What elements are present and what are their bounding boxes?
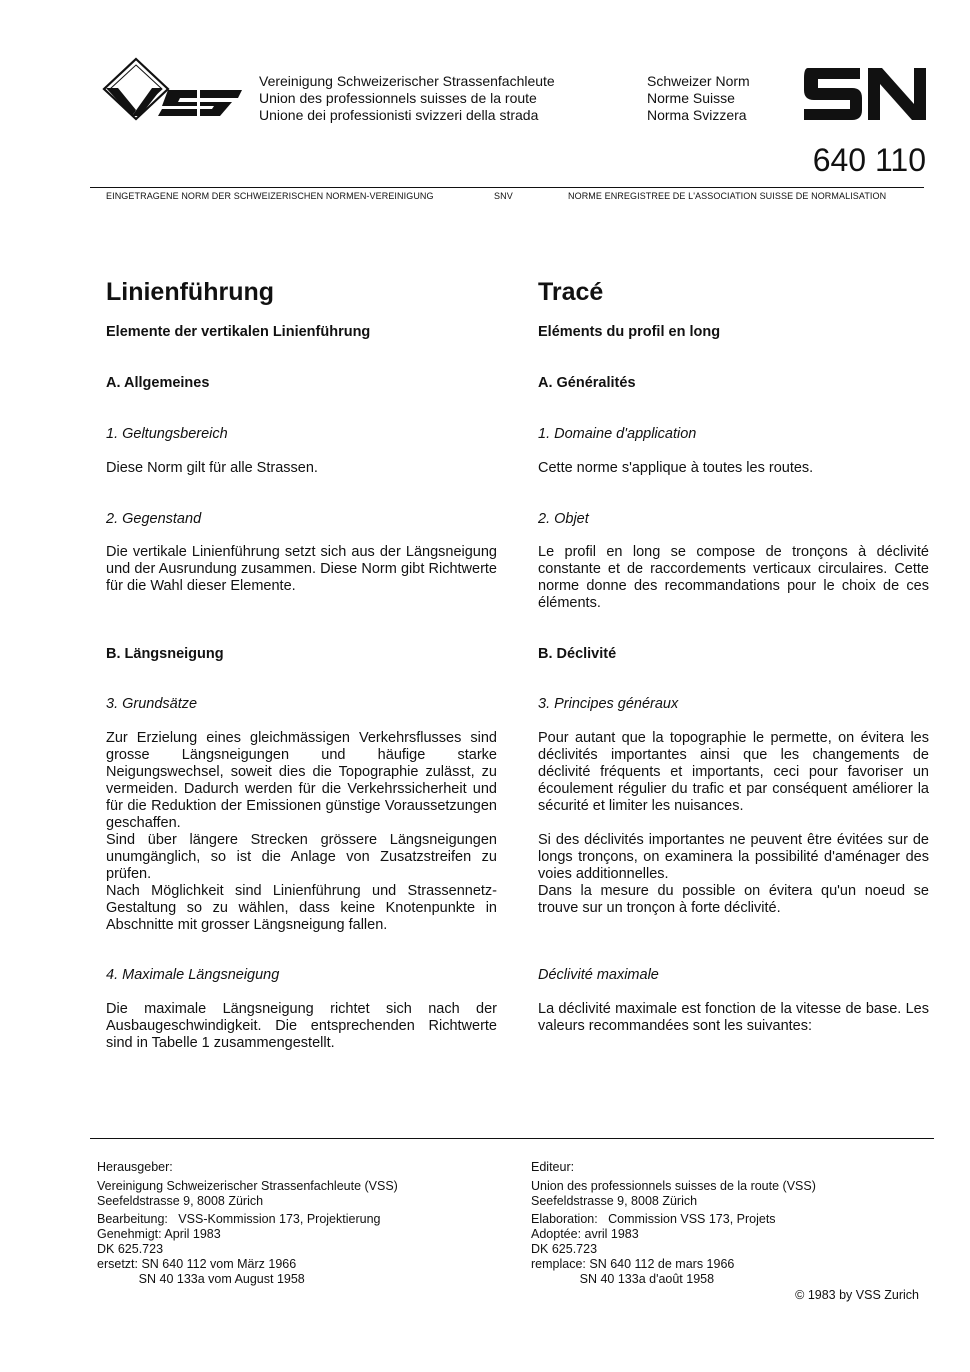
- heading-1-de: 1. Geltungsbereich: [106, 426, 228, 442]
- subtitle-fr: Eléments du profil en long: [538, 324, 721, 340]
- subtitle-de: Elemente der vertikalen Linienführung: [106, 324, 371, 340]
- paragraph-1-fr-text: Cette norme s'applique à toutes les routes.: [538, 460, 814, 476]
- heading-1-fr: 1. Domaine d'application: [538, 426, 697, 442]
- footer-editing-fr: Elaboration: Commission VSS 173, Projets: [531, 1212, 776, 1226]
- footer-dk-fr: DK 625.723: [531, 1242, 598, 1256]
- section-a-heading-de: A. Allgemeines: [106, 375, 210, 391]
- header-rule: [90, 187, 924, 188]
- section-a-heading-fr: A. Généralités: [538, 375, 636, 391]
- paragraph-3c-fr: Dans la mesure du possible on évitera qu'un noeud se trouve sur un tronçon à forte déclivité.: [538, 883, 929, 916]
- footer-approved-fr: Adoptée: avril 1983: [531, 1227, 639, 1241]
- paragraph-2-de: [106, 544, 497, 595]
- norm-label-fr: Norme Suisse: [647, 90, 735, 106]
- paragraph-1-fr: [538, 460, 929, 477]
- title-de: Linienführung: [106, 278, 275, 306]
- heading-4-fr: Déclivité maximale: [538, 967, 659, 983]
- sn-logo: [804, 68, 926, 120]
- paragraph-3b-fr: Si des déclivités importantes ne peuvent être évitées sur de longs tronçons, on examinera la possibilité d'aménager des voies additionnelles.: [538, 832, 929, 882]
- paragraph-2-fr-text: Le profil en long se compose de tronçons à déclivité constante et de raccordements verticaux circulaires. Cette norme donne des recommandations pour le choix de ces éléments.: [538, 544, 929, 611]
- paragraph-3a-fr: Pour autant que la topographie le permette, on évitera les déclivités importantes ainsi que les changements de déclivité fréquents et importants, ceci pour favoriser un écoulement régulier du trafic et par conséquent améliorer la sécurité et limiter les nuisances.: [538, 730, 929, 814]
- copyright: © 1983 by VSS Zurich: [795, 1288, 919, 1302]
- paragraph-2-fr: [538, 544, 929, 612]
- org-name-de: Vereinigung Schweizerischer Strassenfachleute: [259, 73, 555, 89]
- footer-replaces-2-fr: SN 40 133a d'août 1958: [531, 1272, 715, 1286]
- footer-dk-de: DK 625.723: [97, 1242, 164, 1256]
- footer-approved-de: Genehmigt: April 1983: [97, 1227, 221, 1241]
- footer-fr: [531, 1160, 816, 1287]
- footer-replaces-de: ersetzt: SN 640 112 vom März 1966: [97, 1257, 297, 1271]
- section-b-heading-fr: B. Déclivité: [538, 646, 617, 662]
- paragraph-1-de: [106, 460, 497, 477]
- footer-address-de: Seefeldstrasse 9, 8008 Zürich: [97, 1194, 264, 1208]
- paragraph-4-fr-text: La déclivité maximale est fonction de la vitesse de base. Les valeurs recommandées sont les suivantes:: [538, 1001, 929, 1034]
- heading-3-fr: 3. Principes généraux: [538, 696, 679, 712]
- heading-2-fr: 2. Objet: [538, 511, 589, 527]
- footer-label-de: Herausgeber:: [97, 1160, 173, 1174]
- heading-3-de: 3. Grundsätze: [106, 696, 198, 712]
- org-name-it: Unione dei professionisti svizzeri della strada: [259, 107, 539, 123]
- footer-replaces-2-de: SN 40 133a vom August 1958: [97, 1272, 305, 1286]
- footer-de: [97, 1160, 398, 1287]
- footer-editing-de: Bearbeitung: VSS-Kommission 173, Projektierung: [97, 1212, 381, 1226]
- norm-label-it: Norma Svizzera: [647, 107, 747, 123]
- footer-address-fr: Seefeldstrasse 9, 8008 Zürich: [531, 1194, 698, 1208]
- title-fr: Tracé: [538, 278, 604, 306]
- registration-fr: NORME ENREGISTREE DE L'ASSOCIATION SUISSE DE NORMALISATION: [568, 191, 887, 201]
- paragraph-3a-de: Zur Erzielung eines gleichmässigen Verkehrsflusses sind grosse Längsneigungen und häufige starke Neigungswechsel, soweit dies die Topographie zulässt, zu vermeiden. Dadurch werden für die Verkehrssicherheit und für die Reduktion der Emissionen günstige Voraussetzungen geschaffen.: [106, 730, 497, 831]
- document-number: 640 110: [812, 142, 926, 178]
- norm-labels: [647, 73, 750, 124]
- footer-replaces-fr: remplace: SN 640 112 de mars 1966: [531, 1257, 735, 1271]
- paragraph-1-de-text: Diese Norm gilt für alle Strassen.: [106, 460, 318, 476]
- org-name-fr: Union des professionnels suisses de la route: [259, 90, 537, 106]
- heading-4-de: 4. Maximale Längsneigung: [106, 967, 280, 983]
- paragraph-4-de: [106, 1001, 497, 1052]
- paragraph-3c-de: Nach Möglichkeit sind Linienführung und Strassennetz-Gestaltung so zu wählen, dass keine Knotenpunkte in Abschnitte mit grosser Längsneigung fallen.: [106, 883, 497, 933]
- footer-label-fr: Editeur:: [531, 1160, 575, 1174]
- registration-de: EINGETRAGENE NORM DER SCHWEIZERISCHEN NORMEN-VEREINIGUNG: [106, 191, 434, 201]
- registration-abbr: SNV: [494, 191, 513, 201]
- footer-rule: [90, 1138, 934, 1139]
- paragraph-4-de-text: Die maximale Längsneigung richtet sich nach der Ausbaugeschwindigkeit. Die entsprechenden Richtwerte sind in Tabelle 1 zusammengestellt.: [106, 1001, 497, 1051]
- paragraph-3-fr: [538, 730, 929, 917]
- paragraph-4-fr: [538, 1001, 929, 1035]
- paragraph-3-de: [106, 730, 497, 934]
- paragraph-2-de-text: Die vertikale Linienführung setzt sich aus der Längsneigung und der Ausrundung zusammen. Diese Norm gibt Richtwerte für die Wahl dieser Elemente.: [106, 544, 497, 594]
- organization-names: [259, 73, 555, 124]
- heading-2-de: 2. Gegenstand: [106, 511, 202, 527]
- footer-publisher-de: Vereinigung Schweizerischer Strassenfachleute (VSS): [97, 1179, 398, 1193]
- vss-logo: [102, 56, 244, 122]
- paragraph-3b-de: Sind über längere Strecken grössere Längsneigungen unumgänglich, so ist die Anlage von Zusatzstreifen zu prüfen.: [106, 832, 497, 882]
- section-b-heading-de: B. Längsneigung: [106, 646, 224, 662]
- norm-label-de: Schweizer Norm: [647, 73, 750, 89]
- footer-publisher-fr: Union des professionnels suisses de la route (VSS): [531, 1179, 816, 1193]
